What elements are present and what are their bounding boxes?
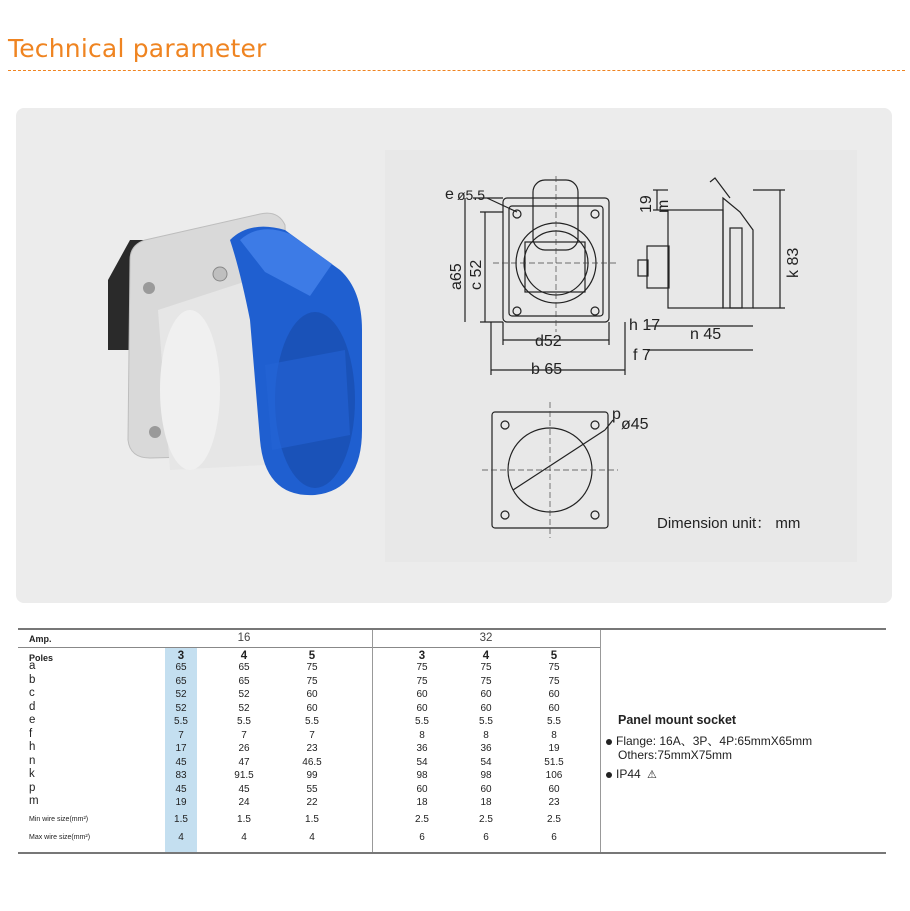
table-cell: 60 [548,783,560,795]
table-cell: 83 [175,770,187,781]
table-cell: 75 [306,662,318,673]
table-cell: 54 [480,756,492,768]
table-cell: 19 [175,797,187,808]
table-cell: 60 [548,689,560,700]
table-cell: 47 [238,756,250,768]
table-cell: 75 [480,675,492,687]
table-cell: 65 [175,675,187,687]
table-cell: 55 [306,783,318,795]
table-cell: 98 [416,770,428,781]
table-cell: 45 [238,783,250,795]
row-label: n [29,754,36,767]
title-divider [8,70,905,71]
row-label: p [29,781,36,794]
table-cell: 91.5 [234,770,254,781]
table-cell: 36 [416,743,428,754]
table-cell: 75 [306,675,318,687]
table-cell: 23 [306,743,318,754]
table-cell: 75 [480,662,492,673]
table-cell: 60 [480,702,492,714]
table-cell: 17 [175,743,187,754]
table-cell: 5.5 [174,716,188,727]
socket-product-image [100,200,370,500]
others-line: Others:75mmX75mm [618,748,733,762]
flange-line [606,732,812,749]
table-cell: 7 [241,729,247,741]
dim-p-letter: p [612,406,621,423]
table-cell: 4 [309,831,315,843]
table-cell: 7 [178,729,184,741]
pole-header: 3 [418,650,426,662]
poles-label: Poles [29,653,54,663]
table-cell: 54 [416,756,428,768]
table-cell: 5.5 [237,716,251,727]
bullet-icon [606,772,612,778]
table-cell: 65 [238,675,250,687]
pole-header: 5 [550,650,558,662]
pole-header: 4 [240,650,248,662]
table-cell: 5.5 [479,716,493,727]
table-cell: 45 [175,756,187,768]
table-cell: 5.5 [547,716,561,727]
table-cell: 106 [545,770,563,781]
warning-triangle-icon: ⚠ [647,769,657,781]
dim-f: f 7 [633,347,651,364]
table-cell: 23 [548,797,560,808]
table-cell: 6 [483,831,489,843]
table-cell: 45 [175,783,187,795]
row-label: d [29,700,36,713]
pole-header: 5 [308,650,316,662]
table-cell: 60 [480,783,492,795]
amp-16: 16 [237,632,251,644]
dim-m-letter: m [655,199,672,213]
table-cell: 60 [416,702,428,714]
dim-k: k 83 [785,247,802,278]
table-cell: 52 [175,689,187,700]
table-cell: 8 [551,729,557,741]
table-cell: 18 [480,797,492,808]
dimension-drawing [385,150,857,562]
table-cell: 5.5 [415,716,429,727]
table-cell: 1.5 [174,813,188,825]
table-cell: 4 [178,831,184,843]
table-cell: 60 [416,783,428,795]
row-label: k [29,768,35,780]
dim-e-value: ø5.5 [457,187,486,203]
table-cell: 2.5 [547,813,561,825]
table-cell: 19 [548,743,560,754]
amp-32: 32 [479,632,493,644]
table-cell: 60 [548,702,560,714]
row-label: f [29,727,33,740]
table-cell: 2.5 [479,813,493,825]
dim-e-letter: e [445,186,454,203]
dim-a: a65 [448,263,465,290]
table-cell: 75 [548,662,560,673]
table-cell: 60 [306,702,318,714]
table-cell: 51.5 [544,756,564,768]
row-label: c [29,687,35,699]
table-cell: 8 [483,729,489,741]
ip-line [606,767,657,781]
row-label: m [29,795,39,807]
table-cell: 24 [238,797,250,808]
table-cell: 22 [306,797,318,808]
table-cell: 65 [175,662,187,673]
dim-c: c 52 [468,259,485,290]
table-cell: 2.5 [415,813,429,825]
ip-text: IP44 [616,767,641,781]
table-cell: 18 [416,797,428,808]
dim-d: d52 [535,333,562,350]
table-cell: 52 [238,702,250,714]
table-cell: 52 [175,702,187,714]
table-cell: 65 [238,662,250,673]
table-cell: 36 [480,743,492,754]
pole-header: 4 [482,650,490,662]
row-label: Min wire size(mm²) [29,815,89,823]
table-cell: 60 [416,689,428,700]
table-cell: 1.5 [305,813,319,825]
table-cell: 75 [548,675,560,687]
dim-b: b 65 [531,361,563,378]
dim-n: n 45 [690,326,722,343]
amp-label: Amp. [29,634,52,644]
info-heading: Panel mount socket [618,713,737,727]
row-label: b [29,673,36,686]
table-cell: 4 [241,831,247,843]
table-cell: 46.5 [302,756,322,768]
table-cell: 99 [306,770,318,781]
table-cell: 8 [419,729,425,741]
flange-text: Flange: 16A、3P、4P:65mmX65mm [616,734,813,748]
pole-header: 3 [177,650,185,662]
table-cell: 7 [309,729,315,741]
dim-h: h 17 [629,317,661,334]
table-cell: 60 [480,689,492,700]
table-cell: 6 [551,831,557,843]
table-cell: 75 [416,662,428,673]
row-label: a [29,660,36,672]
dim-p-value: ø45 [621,416,649,433]
row-label: h [29,741,36,753]
page-title: Technical parameter [8,34,267,63]
row-label: e [29,714,36,726]
table-cell: 1.5 [237,813,251,825]
dim-m-value: 19 [638,195,655,213]
table-cell: 60 [306,689,318,700]
table-cell: 52 [238,689,250,700]
table-cell: 5.5 [305,716,319,727]
bullet-icon [606,739,612,745]
table-cell: 98 [480,770,492,781]
dimension-unit-note: Dimension unit： mm [657,515,801,532]
row-label: Max wire size(mm²) [29,833,91,841]
table-cell: 6 [419,831,425,843]
table-cell: 75 [416,675,428,687]
table-cell: 26 [238,743,250,754]
